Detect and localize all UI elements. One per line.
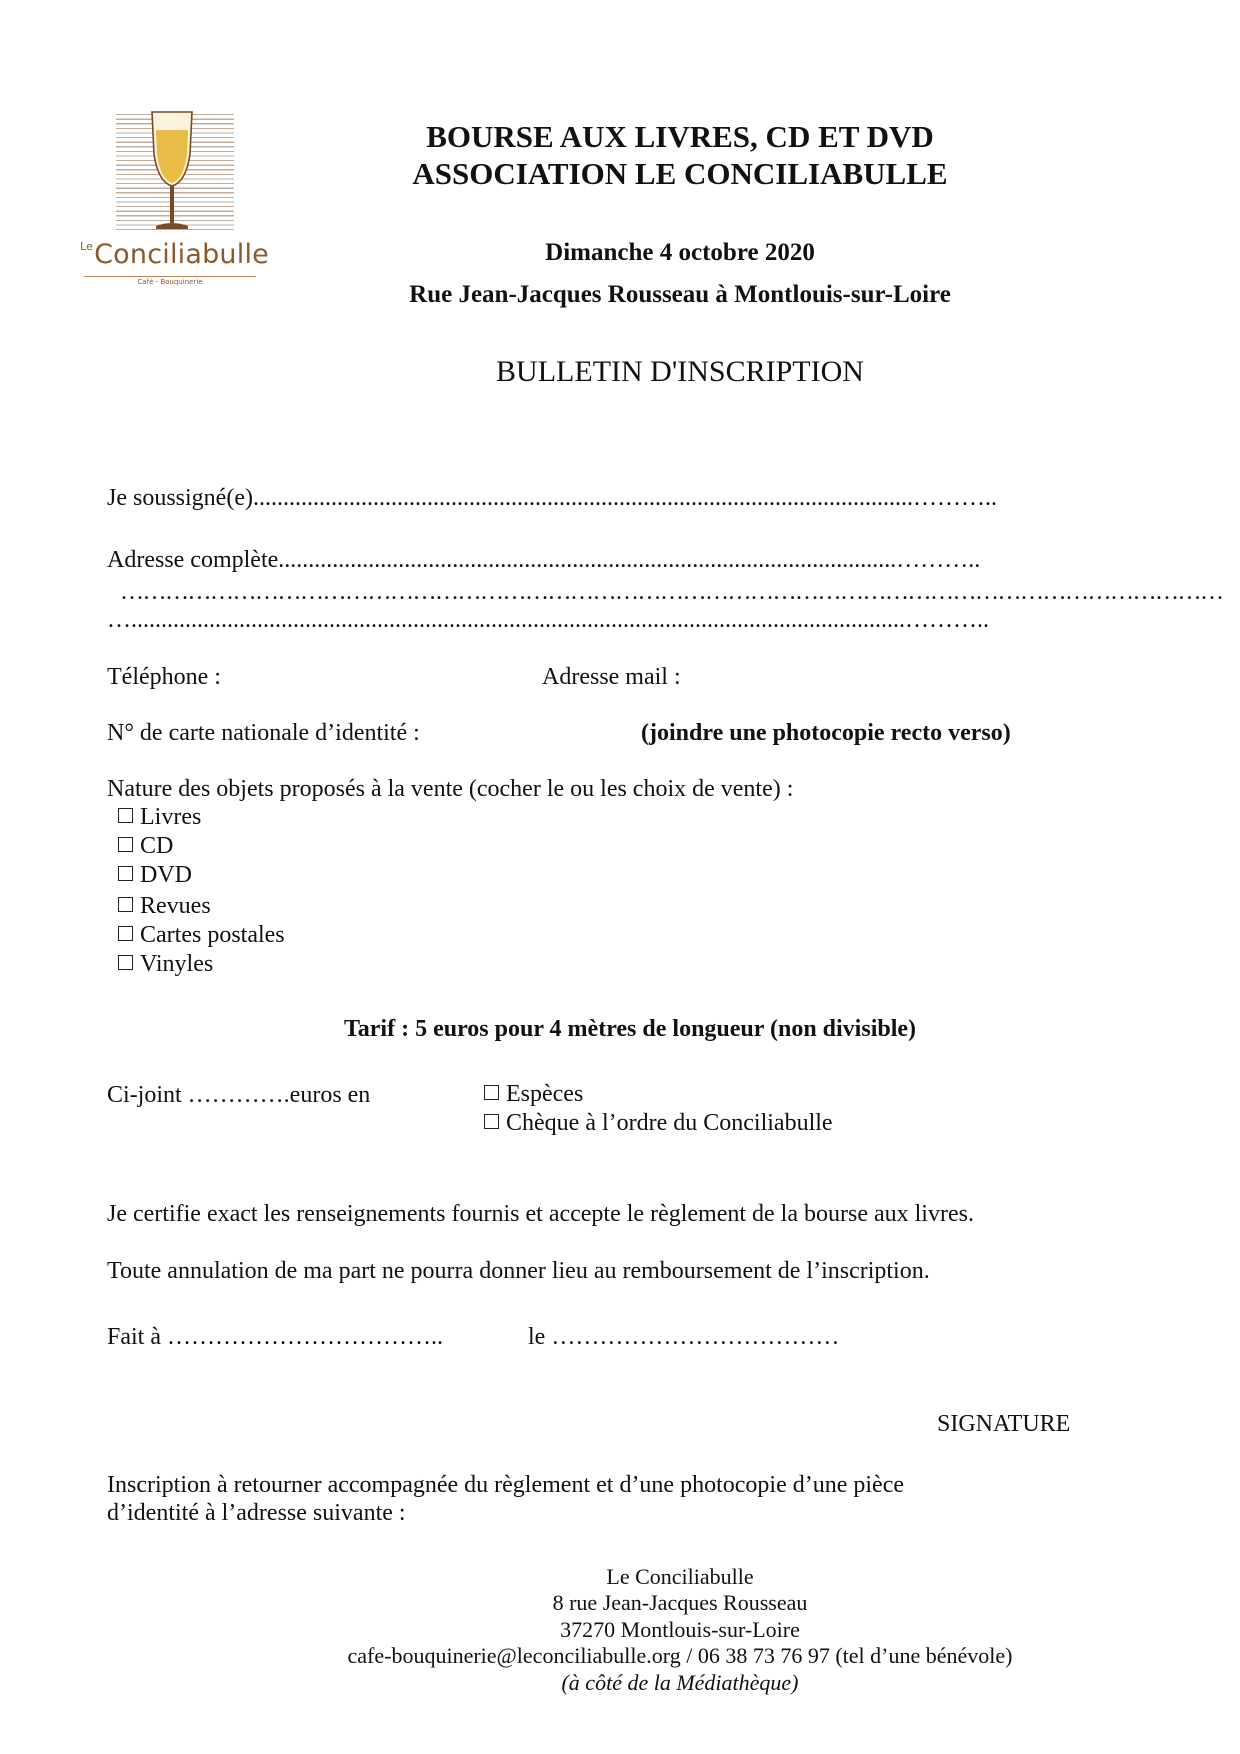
telephone-label: Téléphone : xyxy=(107,664,221,690)
checkbox[interactable] xyxy=(118,955,133,970)
address-field-line1[interactable]: Adresse complète.......................................................................................................……….. xyxy=(107,547,981,573)
contact-info: cafe-bouquinerie@leconciliabulle.org / 06 38 73 76 97 (tel d’une bénévole) xyxy=(347,1643,1013,1668)
logo-subtitle: Café - Bouquinerie xyxy=(137,278,203,286)
payment-option-label: Chèque à l’ordre du Conciliabulle xyxy=(506,1110,833,1136)
logo-name: Conciliabulle xyxy=(94,239,269,270)
place-field[interactable]: Fait à …………………………….. xyxy=(107,1324,443,1350)
date-field[interactable]: le ……………………………… xyxy=(528,1324,840,1350)
items-nature-label: Nature des objets proposés à la vente (cocher le ou les choix de vente) : xyxy=(107,776,794,802)
address-field-line3[interactable]: ….................................................................................................................................……….. xyxy=(107,607,989,633)
amount-enclosed-field[interactable]: Ci-joint ………….euros en xyxy=(107,1082,371,1108)
option-dvd[interactable] xyxy=(118,861,192,889)
option-label: Livres xyxy=(140,804,202,830)
checkbox[interactable] xyxy=(484,1085,499,1100)
tariff-text: Tarif : 5 euros pour 4 mètres de longueur (non divisible) xyxy=(343,1016,917,1042)
return-instruction-line1: Inscription à retourner accompagnée du règlement et d’une photocopie d’une pièce xyxy=(107,1472,904,1498)
cancellation-text: Toute annulation de ma part ne pourra donner lieu au remboursement de l’inscription. xyxy=(107,1258,930,1284)
email-label: Adresse mail : xyxy=(542,664,681,690)
option-label: CD xyxy=(140,833,174,859)
location-note: (à côté de la Médiathèque) xyxy=(561,1670,799,1695)
association-title: ASSOCIATION LE CONCILIABULLE xyxy=(412,156,948,191)
checkbox[interactable] xyxy=(484,1114,499,1129)
soussigne-field[interactable]: Je soussigné(e)..............................................................................................................……….. xyxy=(107,485,997,511)
conciliabulle-logo xyxy=(80,108,269,290)
address-name: Le Conciliabulle xyxy=(606,1564,754,1589)
logo-divider xyxy=(84,276,256,277)
option-revues[interactable] xyxy=(118,892,211,920)
event-title: BOURSE AUX LIVRES, CD ET DVD xyxy=(426,119,934,154)
id-card-label: N° de carte nationale d’identité : xyxy=(107,720,420,746)
option-cartes-postales[interactable] xyxy=(118,921,285,949)
checkbox[interactable] xyxy=(118,866,133,881)
checkbox[interactable] xyxy=(118,837,133,852)
wine-glass-icon xyxy=(80,108,260,238)
payment-option-check[interactable] xyxy=(484,1109,833,1137)
option-label: DVD xyxy=(140,862,192,888)
certification-text: Je certifie exact les renseignements fournis et accepte le règlement de la bourse aux livres. xyxy=(107,1201,974,1227)
checkbox[interactable] xyxy=(118,897,133,912)
event-location: Rue Jean-Jacques Rousseau à Montlouis-sur-Loire xyxy=(409,281,951,308)
signature-label: SIGNATURE xyxy=(937,1411,1071,1437)
event-date: Dimanche 4 octobre 2020 xyxy=(545,239,815,266)
payment-option-label: Espèces xyxy=(506,1081,584,1107)
option-livres[interactable] xyxy=(118,803,201,831)
option-cd[interactable] xyxy=(118,832,173,860)
address-street: 8 rue Jean-Jacques Rousseau xyxy=(552,1590,808,1615)
payment-option-cash[interactable] xyxy=(484,1080,583,1108)
option-vinyles[interactable] xyxy=(118,950,213,978)
option-label: Vinyles xyxy=(140,951,214,977)
logo-wordmark xyxy=(80,239,269,270)
logo-prefix: Le xyxy=(80,240,94,253)
option-label: Revues xyxy=(140,893,211,919)
address-city: 37270 Montlouis-sur-Loire xyxy=(560,1617,800,1642)
return-instruction-line2: d’identité à l’adresse suivante : xyxy=(107,1500,406,1526)
form-title: BULLETIN D'INSCRIPTION xyxy=(496,355,864,388)
address-field-line2[interactable]: ………………………………………………………………………………………………………………………………… xyxy=(120,579,1223,605)
checkbox[interactable] xyxy=(118,926,133,941)
option-label: Cartes postales xyxy=(140,922,285,948)
id-card-note: (joindre une photocopie recto verso) xyxy=(641,720,1011,746)
checkbox[interactable] xyxy=(118,808,133,823)
